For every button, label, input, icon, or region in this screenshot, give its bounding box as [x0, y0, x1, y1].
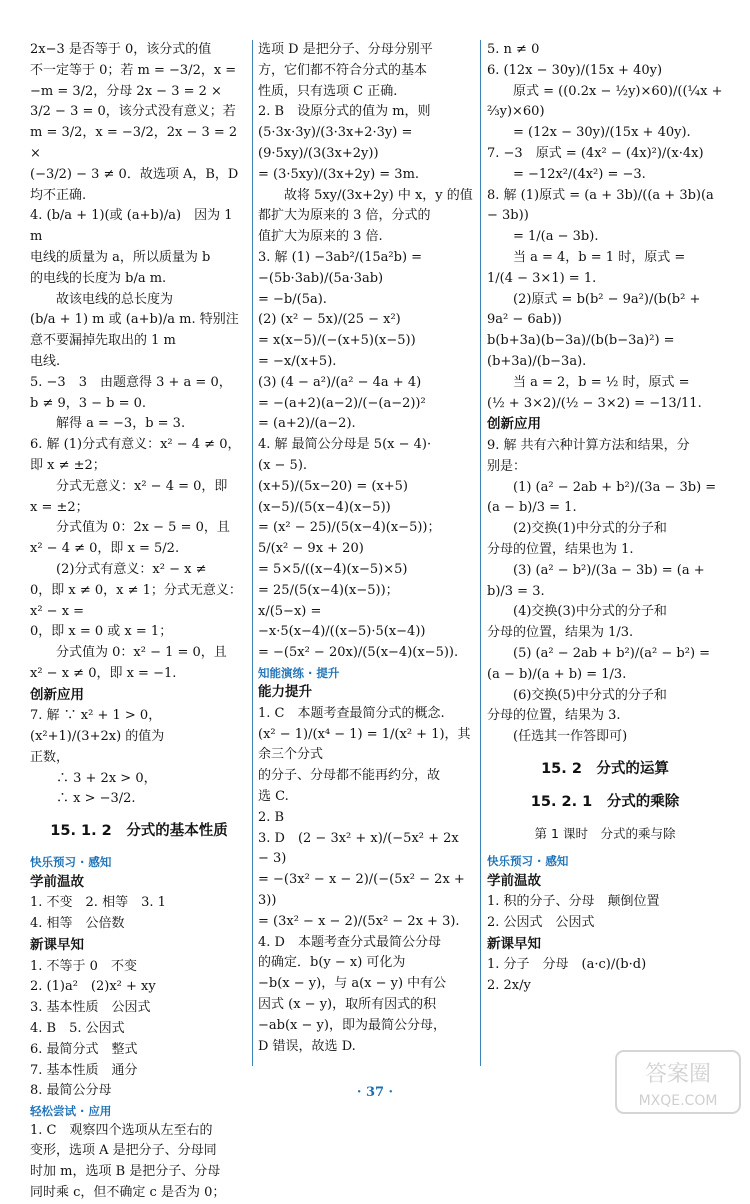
answer-line: = x(x−5)/(−(x+5)(x−5)) — [258, 333, 416, 349]
answer-line: 电线的质量为 a，所以质量为 b — [30, 249, 211, 265]
chapter-title: 15. 2 分式的运算 — [541, 760, 669, 777]
answer-line: 的分子、分母都不能再约分，故 — [258, 768, 441, 784]
answer-line: = (x² − 25)/(5(x−4)(x−5))； — [258, 520, 441, 536]
answer-line: 1. C 观察四个选项从左至右的 — [30, 1122, 213, 1138]
answer-line: m = 3/2，x = −3/2，2x − 3 = 2 × — [30, 125, 242, 161]
page-number: · 37 · — [356, 1085, 394, 1100]
answer-line: = −x/(x+5). — [258, 353, 337, 369]
answer-line: = 1/(a − 3b). — [487, 229, 599, 245]
answer-line: 5. −3 3 由题意得 3 + a = 0， — [30, 374, 232, 390]
answer-line: 1. C 本题考查最简分式的概念. — [258, 705, 445, 721]
answer-line: (5·3x·3y)/(3·3x+2·3y) = (9·5xy)/(3(3x+2y)) — [258, 125, 417, 161]
answer-line: 时加 m，选项 B 是把分子、分母 — [30, 1164, 221, 1180]
answer-line: 7. 解 ∵ x² + 1 > 0，(x²+1)/(3+2x) 的值为 — [30, 708, 165, 745]
answer-line: ∴ 3 + 2x > 0， — [30, 770, 157, 786]
answer-line: 均不正确. — [30, 187, 87, 203]
answer-line: 都扩大为原来的 3 倍，分式的 — [258, 208, 431, 224]
answer-line: (3) (4 − a²)/(a² − 4a + 4) — [258, 374, 422, 390]
svg-text:答案圈: 答案圈 — [644, 1062, 712, 1087]
answer-line: 值扩大为原来的 3 倍. — [258, 229, 383, 245]
column-divider — [480, 40, 481, 1066]
answer-line: b(b+3a)(b−3a)/(b(b−3a)²) = (b+3a)/(b−3a). — [487, 333, 679, 369]
section-banner: 快乐预习 · 感知 — [487, 854, 569, 869]
answer-line: 0，即 x ≠ 0，x ≠ 1；分式无意义：x² − x = — [30, 582, 242, 619]
answer-line: 4. 相等 公倍数 — [30, 916, 125, 932]
answer-line: 别是： — [487, 458, 527, 474]
answer-line: 同时乘 c，但不确定 c 是否为 0； — [30, 1185, 226, 1200]
answer-line: (−3/2) − 3 ≠ 0．故选项 A，B，D — [30, 166, 239, 182]
column-right — [487, 40, 727, 1069]
answer-line: (x² − 1)/(x⁴ − 1) = 1/(x² + 1)，其余三个分式 — [258, 726, 471, 763]
answer-line: 0，即 x = 0 或 x = 1； — [30, 624, 173, 640]
answer-line: 电线. — [30, 353, 61, 369]
answer-line: 2. B 设原分式的值为 m，则 — [258, 104, 431, 120]
answer-line: 当 a = 2，b = ½ 时，原式 = — [487, 374, 690, 390]
answer-line: 即 x ≠ ±2； — [30, 457, 106, 473]
answer-line: 3. D (2 − 3x² + x)/(−5x² + 2x − 3) — [258, 830, 463, 867]
section-banner: 轻松尝试 · 应用 — [30, 1104, 112, 1119]
answer-line: 8. 解 (1)原式 = (a + 3b)/((a + 3b)(a − 3b)) — [487, 187, 718, 224]
answer-line: 方，它们都不符合分式的基本 — [258, 62, 428, 78]
answer-line: 正数， — [30, 749, 70, 765]
answer-line: 故该电线的总长度为 — [30, 291, 174, 307]
answer-line: 选项 D 是把分子、分母分别平 — [258, 42, 433, 57]
answer-line: = −12x²/(4x²) = −3. — [487, 166, 646, 182]
answer-line: 2x−3 是否等于 0，该分式的值 — [30, 42, 212, 57]
answer-line: (5) (a² − 2ab + b²)/(a² − b²) = (a − b)/(a + b) = 1/3. — [487, 645, 715, 682]
answer-line: (2)原式 = b(b² − 9a²)/(b(b² + 9a² − 6ab)) — [487, 291, 705, 328]
column-divider — [252, 40, 253, 1066]
watermark-logo — [614, 1049, 742, 1115]
answer-line: = (a+2)/(a−2). — [258, 416, 356, 432]
answer-line: 4. (b/a + 1)(或 (a+b)/a) 因为 1 m — [30, 208, 237, 245]
section-heading: 学前温故 — [30, 873, 84, 890]
answer-line: 分母的位置，结果为 3. — [487, 708, 621, 724]
chapter-title: 15. 2. 1 分式的乘除 — [530, 794, 680, 811]
answer-line: 解得 a = −3，b = 3. — [30, 416, 186, 432]
column-middle — [258, 40, 473, 1069]
answer-line: 变形，选项 A 是把分子、分母同 — [30, 1143, 217, 1159]
answer-line: (½ + 3×2)/(½ − 3×2) = −13/11. — [487, 395, 702, 411]
answer-line: 分母的位置，结果为 1/3. — [487, 625, 634, 641]
answer-line: = −(5x² − 20x)/(5(x−4)(x−5)). — [258, 645, 459, 661]
section-banner: 快乐预习 · 感知 — [30, 855, 112, 870]
answer-line: 不一定等于 0；若 m = −3/2，x = — [30, 62, 237, 78]
answer-line: 3. 基本性质 公因式 — [30, 1000, 151, 1016]
answer-line: = (3x² − x − 2)/(5x² − 2x + 3). — [258, 913, 460, 929]
answer-line: D 错误，故选 D. — [258, 1038, 356, 1054]
answer-line: 7. 基本性质 通分 — [30, 1062, 138, 1078]
answer-line: 故将 5xy/(3x+2y) 中 x，y 的值 — [258, 187, 473, 203]
answer-line: 1. 分子 分母 (a·c)/(b·d) — [487, 957, 647, 973]
answer-line: = (12x − 30y)/(15x + 40y). — [487, 125, 691, 141]
answer-line: 1. 不等于 0 不变 — [30, 958, 137, 974]
answer-line: = −(3x² − x − 2)/(−(5x² − 2x + 3)) — [258, 872, 469, 909]
answer-line: 性质，只有选项 C 正确. — [258, 83, 398, 99]
answer-line: 因式 (x − y)，取所有因式的积 — [258, 997, 437, 1013]
section-heading: 能力提升 — [258, 684, 312, 701]
answer-line: 4. D 本题考查分式最简公分母 — [258, 934, 441, 950]
answer-line: −b(x − y)，与 a(x − y) 中有公 — [258, 976, 447, 992]
answer-line: 的确定．b(y − x) 可化为 — [258, 955, 406, 971]
answer-line: 分式无意义：x² − 4 = 0，即 — [30, 478, 228, 494]
answer-line: x² − 4 ≠ 0，即 x = 5/2. — [30, 541, 180, 557]
answer-line: = 5×5/((x−4)(x−5)×5) — [258, 561, 408, 577]
answer-line: (1) (a² − 2ab + b²)/(3a − 3b) = (a − b)/3 = 1. — [487, 479, 721, 516]
answer-line: (4)交换(3)中分式的分子和 — [487, 604, 667, 620]
answer-line: 7. −3 原式 = (4x² − (4x)²)/(x·4x) — [487, 145, 704, 161]
section-heading: 学前温故 — [487, 872, 541, 889]
answer-line: 的电线的长度为 b/a m. — [30, 270, 167, 286]
answer-line: 选 C. — [258, 789, 289, 805]
answer-line: 分母的位置，结果也为 1. — [487, 541, 634, 557]
answer-line: (任选其一作答即可) — [487, 729, 628, 745]
answer-line: b ≠ 9，3 − b = 0. — [30, 395, 147, 411]
section-heading: 新课早知 — [30, 937, 84, 954]
answer-line: 分式值为 0：x² − 1 = 0，且 — [30, 645, 227, 661]
answer-line: 6. (12x − 30y)/(15x + 40y) — [487, 62, 663, 78]
answer-line: 4. B 5. 公因式 — [30, 1021, 125, 1037]
svg-text:MXQE.COM: MXQE.COM — [638, 1093, 718, 1109]
answer-line: 5. n ≠ 0 — [487, 42, 540, 57]
section-heading: 创新应用 — [487, 416, 541, 433]
answer-line: 2. B — [258, 809, 285, 825]
answer-line: −m = 3/2，分母 2x − 3 = 2 × — [30, 83, 222, 99]
answer-line: x/(5−x) = −x·5(x−4)/((x−5)·5(x−4)) — [258, 603, 426, 640]
answer-line: 6. 最简分式 整式 — [30, 1041, 138, 1057]
answer-line: = −b/(5a). — [258, 291, 327, 307]
answer-line: 3. 解 (1) −3ab²/(15a²b) = −(5b·3ab)/(5a·3ab) — [258, 249, 427, 286]
answer-line: (x+5)/(5x−20) = (x+5)(x−5)/(5(x−4)(x−5)) — [258, 478, 408, 515]
answer-line: (2)分式有意义：x² − x ≠ — [30, 561, 207, 577]
answer-line: ∴ x > −3/2. — [30, 791, 136, 807]
answer-line: 意不要漏掉先取出的 1 m — [30, 333, 176, 349]
answer-line: = −(a+2)(a−2)/(−(a−2))² — [258, 395, 426, 411]
answer-line: = 25/(5(x−4)(x−5))； — [258, 582, 399, 598]
answer-line: (3) (a² − b²)/(3a − 3b) = (a + b)/3 = 3. — [487, 562, 709, 599]
answer-line: 1. 不变 2. 相等 3. 1 — [30, 895, 166, 911]
section-heading: 新课早知 — [487, 935, 541, 952]
chapter-title: 15. 1. 2 分式的基本性质 — [50, 823, 228, 840]
section-heading: 创新应用 — [30, 686, 84, 703]
answer-line: 9. 解 共有六种计算方法和结果，分 — [487, 437, 690, 453]
answer-line: (6)交换(5)中分式的分子和 — [487, 687, 667, 703]
answer-line: = (3·5xy)/(3x+2y) = 3m. — [258, 166, 420, 182]
answer-line: 2. 公因式 公因式 — [487, 915, 595, 931]
answer-line: (2)交换(1)中分式的分子和 — [487, 521, 667, 537]
answer-line: 2. 2x/y — [487, 978, 531, 994]
answer-line: x² − x ≠ 0，即 x = −1. — [30, 665, 177, 681]
answer-line: 6. 解 (1)分式有意义：x² − 4 ≠ 0， — [30, 437, 241, 453]
answer-line: 1/(4 − 3×1) = 1. — [487, 270, 597, 286]
answer-line: 3/2 − 3 = 0，该分式没有意义；若 — [30, 104, 236, 120]
answer-line: 当 a = 4，b = 1 时，原式 = — [487, 249, 686, 265]
answer-line: 原式 = ((0.2x − ½y)×60)/((¼x + ⅔y)×60) — [487, 83, 727, 120]
column-left — [30, 40, 248, 1200]
answer-line: 5/(x² − 9x + 20) — [258, 541, 364, 557]
answer-line: 8. 最简公分母 — [30, 1083, 112, 1099]
answer-line: 1. 积的分子、分母 颠倒位置 — [487, 894, 660, 910]
answer-line: 2. (1)a² (2)x² + xy — [30, 979, 156, 995]
answer-line: 4. 解 最简公分母是 5(x − 4)· — [258, 437, 432, 453]
answer-line: x = ±2； — [30, 499, 89, 515]
answer-line: (b/a + 1) m 或 (a+b)/a m. 特别注 — [30, 312, 239, 328]
answer-line: (2) (x² − 5x)/(25 − x²) — [258, 312, 401, 328]
lesson-subtitle: 第 1 课时 分式的乘与除 — [534, 826, 676, 842]
section-banner: 知能演练 · 提升 — [258, 665, 340, 680]
answer-line: (x − 5). — [258, 457, 308, 473]
answer-line: 分式值为 0：2x − 5 = 0，且 — [30, 520, 230, 536]
answer-line: −ab(x − y)，即为最简公分母， — [258, 1017, 446, 1033]
